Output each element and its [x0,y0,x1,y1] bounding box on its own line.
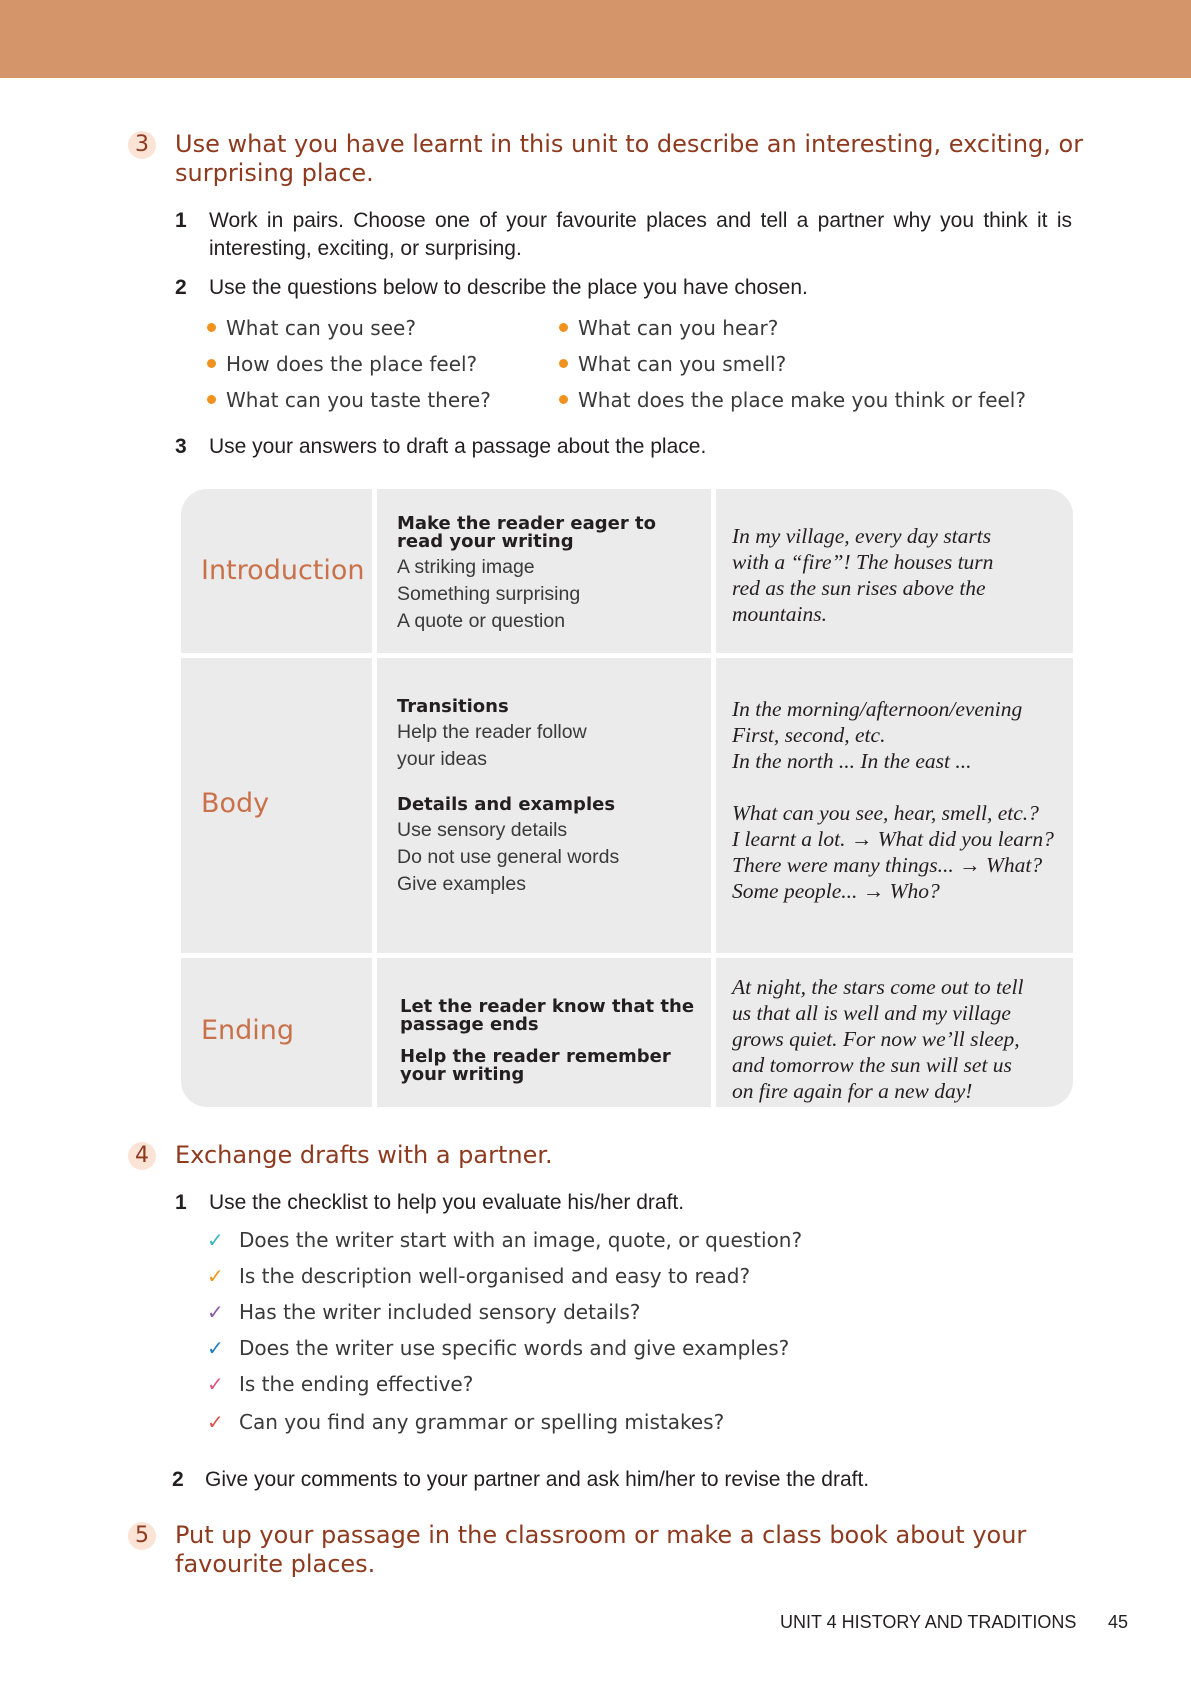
question-item: How does the place feel? [207,352,477,376]
example-text: At night, the stars come out to tell us that all is well and my village grows quiet. For now we’ll sleep, and tomorrow the sun will set us on fire again for a new day! [732,975,1024,1103]
step-number: 3 [175,435,187,458]
step-text: Give your comments to your partner and ask him/her to revise the draft. [205,1468,870,1491]
table-guide-cell [377,958,711,1107]
row-label: Body [201,788,270,819]
bullet-icon [207,323,216,332]
checkmark-icon: ✓ [207,1228,224,1252]
section-3-heading [128,130,1088,188]
table-guide-cell [377,489,711,653]
checklist-item: ✓ Can you find any grammar or spelling mistakes? [207,1410,725,1434]
step-text: Use the checklist to help you evaluate his/her draft. [209,1191,685,1214]
writing-structure-table [181,489,1073,1107]
section-title: Exchange drafts with a partner. [175,1141,553,1169]
table-example-cell [716,489,1073,653]
section-5-heading [128,1521,1088,1579]
table-example-cell [716,658,1073,953]
bullet-icon [207,395,216,404]
section-4-heading [128,1141,1088,1170]
guide-text: Transitions Help the reader follow your ideas Details and examples Use sensory details Do not use general words Give examples [397,696,620,895]
bullet-icon [559,395,568,404]
bullet-icon [207,359,216,368]
page-number: 45 [1108,1612,1129,1632]
step-number: 2 [175,276,187,299]
header-bar [0,0,1191,78]
step-text: Use the questions below to describe the place you have chosen. [209,276,808,299]
checkmark-icon: ✓ [207,1264,224,1288]
section-number: 4 [128,1142,156,1170]
table-label-cell [181,958,372,1107]
bullet-icon [559,359,568,368]
step-item [175,1189,1072,1217]
checkmark-icon: ✓ [207,1372,224,1396]
checklist-item: ✓ Is the description well-organised and easy to read? [207,1264,751,1288]
table-label-cell [181,658,372,953]
checklist-item: ✓ Is the ending effective? [207,1372,474,1396]
unit-title: UNIT 4 HISTORY AND TRADITIONS [780,1612,1077,1632]
question-item: What does the place make you think or feel? [559,388,1026,412]
row-label: Introduction [201,555,365,586]
checkmark-icon: ✓ [207,1300,224,1324]
section-number: 3 [128,131,156,159]
example-text: In my village, every day starts with a “fire”! The houses turn red as the sun rises above the mountains. [732,524,994,626]
checklist-item: ✓ Has the writer included sensory details? [207,1300,641,1324]
step-number: 2 [172,1468,184,1491]
table-example-cell [716,958,1073,1107]
section-number: 5 [128,1522,156,1550]
bullet-icon [559,323,568,332]
checkmark-icon: ✓ [207,1410,224,1434]
checkmark-icon: ✓ [207,1336,224,1360]
table-label-cell [181,489,372,653]
question-item: What can you taste there? [207,388,491,412]
checklist-item: ✓ Does the writer start with an image, quote, or question? [207,1228,803,1252]
table-guide-cell [377,658,711,953]
row-label: Ending [201,1015,295,1046]
step-number: 1 [175,209,187,232]
step-text: Work in pairs. Choose one of your favourite places and tell a partner why you think it is interesting, exciting, or surprising. [209,209,1072,260]
step-item [175,207,1072,263]
section-title: Use what you have learnt in this unit to describe an interesting, exciting, or surprising place. [175,130,1084,187]
section-title: Put up your passage in the classroom or make a class book about your favourite places. [175,1521,1027,1578]
question-item: What can you smell? [559,352,786,376]
guide-text: Let the reader know that the passage ends Help the reader remember your writing [400,996,695,1085]
step-text: Use your answers to draft a passage about the place. [209,435,707,458]
example-text: In the morning/afternoon/evening First, second, etc. In the north ... In the east ... What can you see, hear, smell, etc.? I learnt a lot. → What did you learn? There were many things... → What? Some people... → Who? [732,697,1054,903]
guide-text: Make the reader eager to read your writing A striking image Something surprising A quote or question [397,513,656,632]
question-item: What can you see? [207,316,416,340]
step-item [175,433,1072,461]
question-item: What can you hear? [559,316,778,340]
step-item [172,1466,1069,1494]
checklist-item: ✓ Does the writer use specific words and give examples? [207,1336,790,1360]
step-item [175,274,1072,302]
step-number: 1 [175,1191,187,1214]
